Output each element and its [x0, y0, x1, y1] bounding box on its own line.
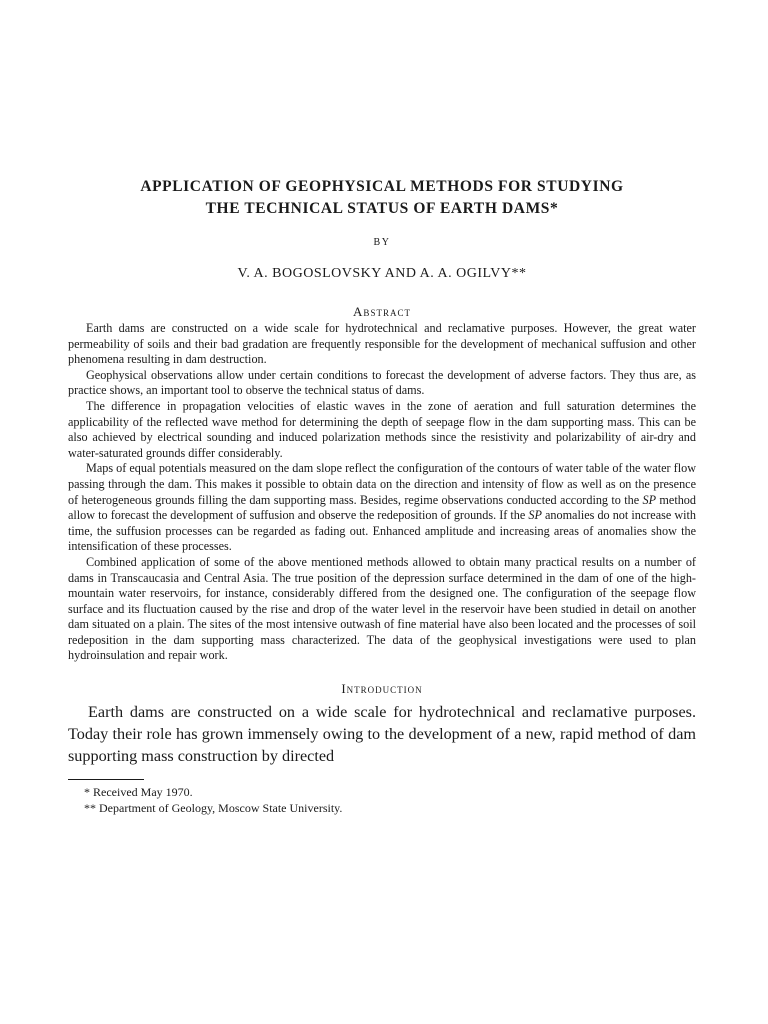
introduction-paragraph-1: Earth dams are constructed on a wide scale for hydrotechnical and reclamative purposes. Today their role has grown immensely owing to the development of a new, rapid method of dam supporting mass construction by directed	[68, 703, 696, 766]
introduction-heading: Introduction	[341, 681, 423, 697]
paper-page	[68, 176, 696, 816]
abstract-paragraph-4	[68, 461, 696, 555]
abstract-p4-part-c: anomalies do not increase with time, the suffusion processes can be regarded as fading out. Enhanced amplitude and increasing areas of anomalies show the intensification of these processes.	[68, 508, 696, 554]
by-line: BY	[373, 237, 391, 248]
abstract-body	[68, 321, 696, 664]
abstract-paragraph-2: Geophysical observations allow under certain conditions to forecast the development of adverse factors. They thus are, as practice shows, an important tool to observe the technical status of dams.	[68, 367, 696, 398]
abstract-paragraph-3: The difference in propagation velocities of elastic waves in the zone of aeration and full saturation determines the applicability of the reflected wave method for determining the depth of seepage flow in the dam supporting mass. This can be also achieved by electrical sounding and induced polarization methods since the resistivity and polarizability of air-dry and water-saturated grounds differ considerably.	[68, 398, 696, 460]
title-line-2: THE TECHNICAL STATUS OF EARTH DAMS*	[205, 200, 559, 217]
abstract-p4-part-b: method allow to forecast the development of suffusion and observe the redeposition of grounds. If the	[68, 492, 696, 523]
abstract-p4-part-a: Maps of equal potentials measured on the dam slope reflect the configuration of the contours of water table of the water flow passing through the dam. This makes it possible to obtain data on the direction and intensity of flow as well as on the presence of heterogeneous grounds filling the dam supporting mass. Besides, regime observations conducted according to the	[68, 461, 696, 507]
sp-term-1: SP	[642, 492, 657, 507]
abstract-paragraph-1: Earth dams are constructed on a wide scale for hydrotechnical and reclamative purposes. However, the great water permeability of soils and their bad gradation are frequently responsible for the development of mechanical suffusion and other phenomena resulting in dam destruction.	[68, 321, 696, 367]
abstract-heading: Abstract	[353, 304, 411, 319]
title-line-1: APPLICATION OF GEOPHYSICAL METHODS FOR STUDYING	[140, 178, 624, 195]
abstract-paragraph-5: Combined application of some of the above mentioned methods allowed to obtain many practical results on a number of dams in Transcaucasia and Central Asia. The true position of the depression surface determined in the dam of one of the high-mountain water reservoirs, for instance, considerably differed from the designed one. The configuration of the seepage flow surface and its fluctuation caused by the rise and drop of the water level in the reservoir have been studied in detail on another dam situated on a plain. The sites of the most intensive outwash of fine material have also been located and the processes of soil redeposition in the dam supporting mass characterized. The data of the geophysical investigations were used to plan hydroinsulation and repair work.	[68, 554, 696, 663]
footnote-affiliation: ** Department of Geology, Moscow State University.	[84, 800, 343, 815]
sp-term-2: SP	[528, 508, 542, 523]
introduction-body	[68, 701, 696, 767]
footnote-divider	[68, 779, 144, 780]
paper-title	[68, 176, 696, 220]
footnote-received: * Received May 1970.	[84, 785, 193, 800]
authors: V. A. BOGOSLOVSKY AND A. A. OGILVY**	[237, 266, 527, 281]
